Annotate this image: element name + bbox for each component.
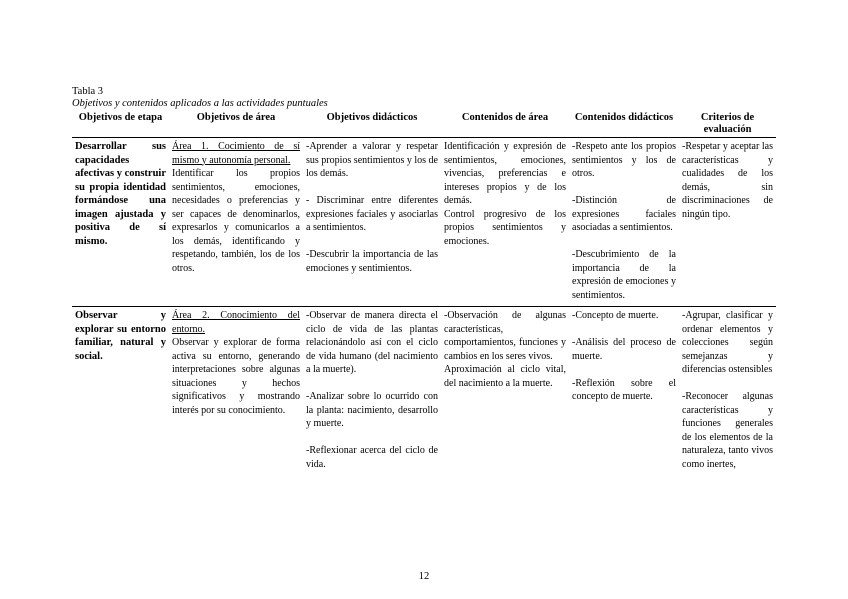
area-content: Aproximación al ciclo vital, del nacimiento a la muerte.: [444, 364, 566, 389]
table-caption: Objetivos y contenidos aplicados a las actividades puntuales: [72, 98, 328, 109]
evaluation-criterion: -Reconocer algunas características y funciones generales de los elementos de la naturaleza, tanto vivos como inertes,: [682, 391, 773, 470]
cell-objetivos-didacticos: [303, 138, 441, 307]
evaluation-criterion: -Respetar y aceptar las características y cualidades de los demás, sin discriminaciones de ningún tipo.: [682, 141, 773, 220]
cell-criterios: [679, 138, 776, 307]
header-objetivos-area: Objetivos de área: [196, 112, 276, 123]
cell-contenidos-area: [441, 307, 569, 476]
didactic-content: -Concepto de muerte.: [572, 310, 659, 321]
table-row: [72, 138, 776, 307]
cell-objetivo-area: [169, 307, 303, 476]
cell-criterios: [679, 307, 776, 476]
area-objective-text: Observar y explorar de forma activa su entorno, generando interpretaciones sobre algunas situaciones y hechos significativos y mostrando interés por su conocimiento.: [172, 337, 300, 416]
objectives-table: [72, 110, 776, 475]
didactic-objective: -Analizar sobre lo ocurrido con la planta: nacimiento, desarrollo y muerte.: [306, 391, 438, 429]
area-content: -Observación de algunas características, comportamientos, funciones y cambios en los seres vivos.: [444, 310, 566, 362]
cell-objetivo-etapa: Desarrollar sus capacidades afectivas y construir su propia identidad formándose una imagen ajustada y positiva de sí mismo.: [75, 141, 166, 247]
didactic-objective: -Aprender a valorar y respetar sus propios sentimientos y los de los demás.: [306, 141, 438, 179]
didactic-objective: -Reflexionar acerca del ciclo de vida.: [306, 445, 438, 470]
cell-objetivos-didacticos: [303, 307, 441, 476]
cell-objetivo-etapa: Observar y explorar su entorno familiar, natural y social.: [75, 310, 166, 362]
didactic-content: -Análisis del proceso de muerte.: [572, 337, 676, 362]
header-contenidos-didacticos: Contenidos didácticos: [574, 112, 674, 123]
didactic-content: -Descubrimiento de la importancia de la expresión de emociones y sentimientos.: [572, 249, 676, 301]
area-title: Área 1. Cocimiento de sí mismo y autonomía personal.: [172, 141, 300, 166]
header-criterios-evaluacion: Criterios de evaluación: [700, 112, 755, 135]
didactic-content: -Respeto ante los propios sentimientos y los de otros.: [572, 141, 676, 179]
didactic-content: -Distinción de expresiones faciales asociadas a sentimientos.: [572, 195, 676, 233]
cell-contenidos-didacticos: [569, 307, 679, 476]
didactic-objective: -Observar de manera directa el ciclo de vida de las plantas relacionándolo así con el ciclo de vida humano (del nacimiento a la muerte).: [306, 310, 438, 375]
didactic-objective: -Descubrir la importancia de las emociones y sentimientos.: [306, 249, 438, 274]
table-header-row: [72, 110, 776, 138]
header-contenidos-area: Contenidos de área: [461, 112, 549, 123]
didactic-objective: - Discriminar entre diferentes expresiones faciales y asociarlas a sentimientos.: [306, 195, 438, 233]
cell-contenidos-area: [441, 138, 569, 307]
header-objetivos-etapa: Objetivos de etapa: [78, 112, 163, 123]
area-objective-text: Identificar los propios sentimientos, emociones, necesidades o preferencias y ser capaces de denominarlos, expresarlos y comunicarlos a los demás, identificando y respetando, también, los de los otros.: [172, 168, 300, 274]
cell-contenidos-didacticos: [569, 138, 679, 307]
table-number: Tabla 3: [72, 86, 104, 97]
area-content: Control progresivo de los propios sentimientos y emociones.: [444, 208, 566, 247]
area-content: Identificación y expresión de sentimientos, emociones, vivencias, preferencias e intereses propios y de los demás.: [444, 141, 566, 206]
didactic-content: -Reflexión sobre el concepto de muerte.: [572, 377, 676, 402]
area-title: Área 2. Conocimiento del entorno.: [172, 310, 300, 335]
header-objetivos-didacticos: Objetivos didácticos: [326, 112, 418, 123]
table-row: [72, 307, 776, 476]
cell-objetivo-area: [169, 138, 303, 307]
evaluation-criterion: -Agrupar, clasificar y ordenar elementos y colecciones según semejanzas y diferencias ostensibles: [682, 310, 773, 375]
page-number: 12: [418, 571, 430, 582]
